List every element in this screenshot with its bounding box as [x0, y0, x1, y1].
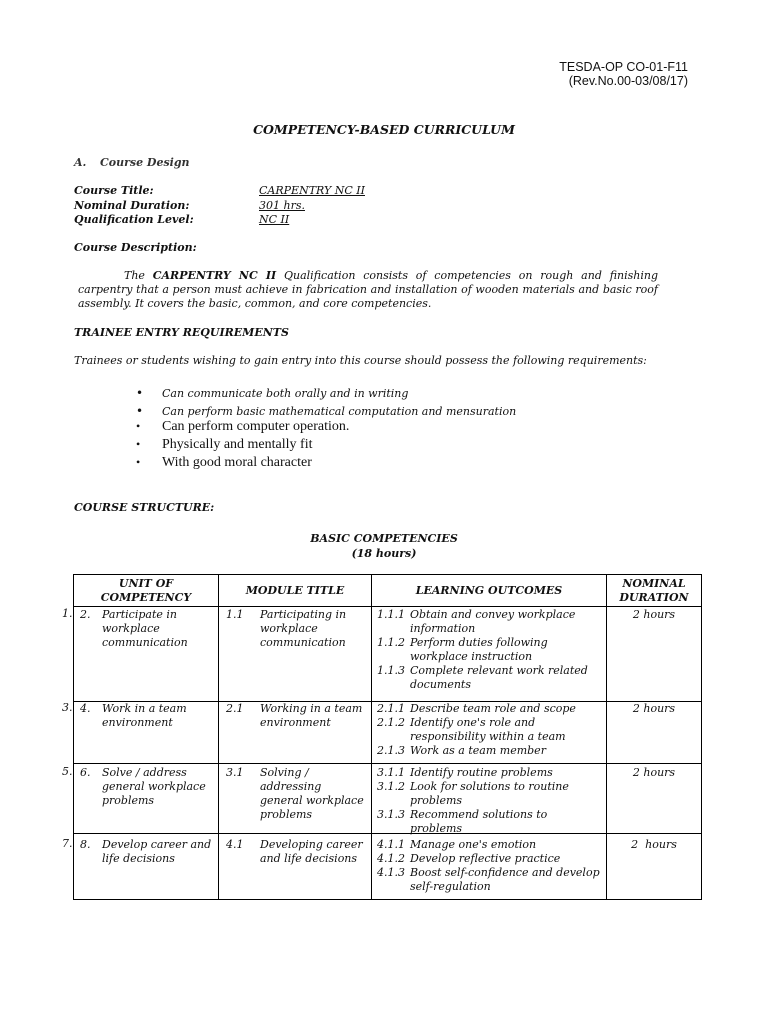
header-unit-of-competency: UNIT OF COMPETENCY [100, 577, 192, 604]
table-row-duration: 2 hours [632, 766, 676, 779]
table-row-unit: 6. Solve / address general workplace problems [80, 766, 206, 807]
course-title-label: Course Title: [74, 184, 154, 197]
header-module-title: MODULE TITLE [245, 584, 345, 597]
row-margin-number: 3. [62, 701, 73, 714]
table-row-unit: 8. Develop career and life decisions [80, 838, 212, 865]
qualification-level-value: NC II [259, 213, 290, 226]
bullet-icon: • [136, 386, 144, 400]
requirement-item: • With good moral character [136, 455, 312, 470]
section-a-label: Course Design [100, 156, 190, 169]
row-margin-number: 7. [62, 837, 73, 850]
table-row-module: 4.1 Developing career and life decisions [226, 838, 363, 865]
nominal-duration-value: 301 hrs. [259, 199, 305, 212]
table-row-duration: 2 hours [632, 608, 676, 621]
requirement-item: • Can perform basic mathematical computation and mensuration [136, 404, 517, 418]
requirement-item: • Physically and mentally fit [136, 437, 313, 452]
table-row-outcomes: 4.1.1 Manage one's emotion 4.1.2 Develop reflective practice 4.1.3 Boost self-confidence and develop self-regulation [377, 838, 600, 893]
table-row-module: 2.1 Working in a team environment [226, 702, 363, 729]
table-row-outcomes: 1.1.1 Obtain and convey workplace information 1.1.2 Perform duties following workplace instruction 1.1.3 Complete relevant work related documents [377, 608, 588, 691]
header-nominal-duration: NOMINAL DURATION [619, 577, 689, 604]
section-a-heading [74, 156, 190, 169]
requirements-intro: Trainees or students wishing to gain entry into this course should possess the following requirements: [74, 354, 647, 367]
table-row-outcomes: 3.1.1 Identify routine problems 3.1.2 Look for solutions to routine problems 3.1.3 Recommend solutions to problems [377, 766, 569, 835]
nominal-duration-label: Nominal Duration: [74, 199, 190, 212]
document-code-line2: (Rev.No.00-03/08/17) [568, 74, 688, 88]
page-title: COMPETENCY-BASED CURRICULUM [253, 122, 515, 137]
table-row-module: 3.1 Solving / addressing general workplace problems [226, 766, 364, 821]
requirement-item: • Can communicate both orally and in writing [136, 386, 409, 400]
table-row-duration: 2 hours [631, 838, 677, 851]
course-description-heading: Course Description: [74, 241, 197, 254]
basic-competencies-hours: (18 hours) [351, 547, 417, 560]
description-prefix: The [124, 269, 145, 282]
requirements-heading: TRAINEE ENTRY REQUIREMENTS [74, 326, 289, 339]
table-row-module: 1.1 Participating in workplace communication [226, 608, 347, 649]
description-body: Qualification consists of competencies on rough and finishing carpentry that a person must achieve in fabrication and installation of wooden materials and basic roof assembly. It covers the basic, common, and core competencies. [78, 269, 659, 310]
bullet-icon: • [136, 404, 144, 418]
course-structure-heading: COURSE STRUCTURE: [74, 501, 215, 514]
basic-competencies-title: BASIC COMPETENCIES [310, 532, 458, 545]
course-description-text [78, 269, 658, 311]
course-title-value: CARPENTRY NC II [259, 184, 365, 197]
header-learning-outcomes: LEARNING OUTCOMES [415, 584, 563, 597]
table-row-unit: 4. Work in a team environment [80, 702, 187, 729]
bullet-icon: • [136, 455, 141, 469]
competency-table [73, 574, 702, 900]
qualification-level-label: Qualification Level: [74, 213, 194, 226]
row-margin-number: 5. [62, 765, 73, 778]
table-row-outcomes: 2.1.1 Describe team role and scope 2.1.2 Identify one's role and responsibility within a team 2.1.3 Work as a team member [377, 702, 576, 757]
section-a-letter: A. [74, 156, 87, 169]
table-row-unit: 2. Participate in workplace communication [80, 608, 188, 649]
requirement-item: • Can perform computer operation. [136, 419, 350, 434]
bullet-icon: • [136, 437, 141, 451]
basic-competencies-heading [0, 531, 768, 561]
table-row-duration: 2 hours [632, 702, 676, 715]
document-code [559, 60, 688, 88]
bullet-icon: • [136, 419, 141, 433]
row-margin-number: 1. [62, 607, 73, 620]
document-code-line1: TESDA-OP CO-01-F11 [559, 60, 688, 74]
description-bold: CARPENTRY NC II [152, 269, 277, 282]
